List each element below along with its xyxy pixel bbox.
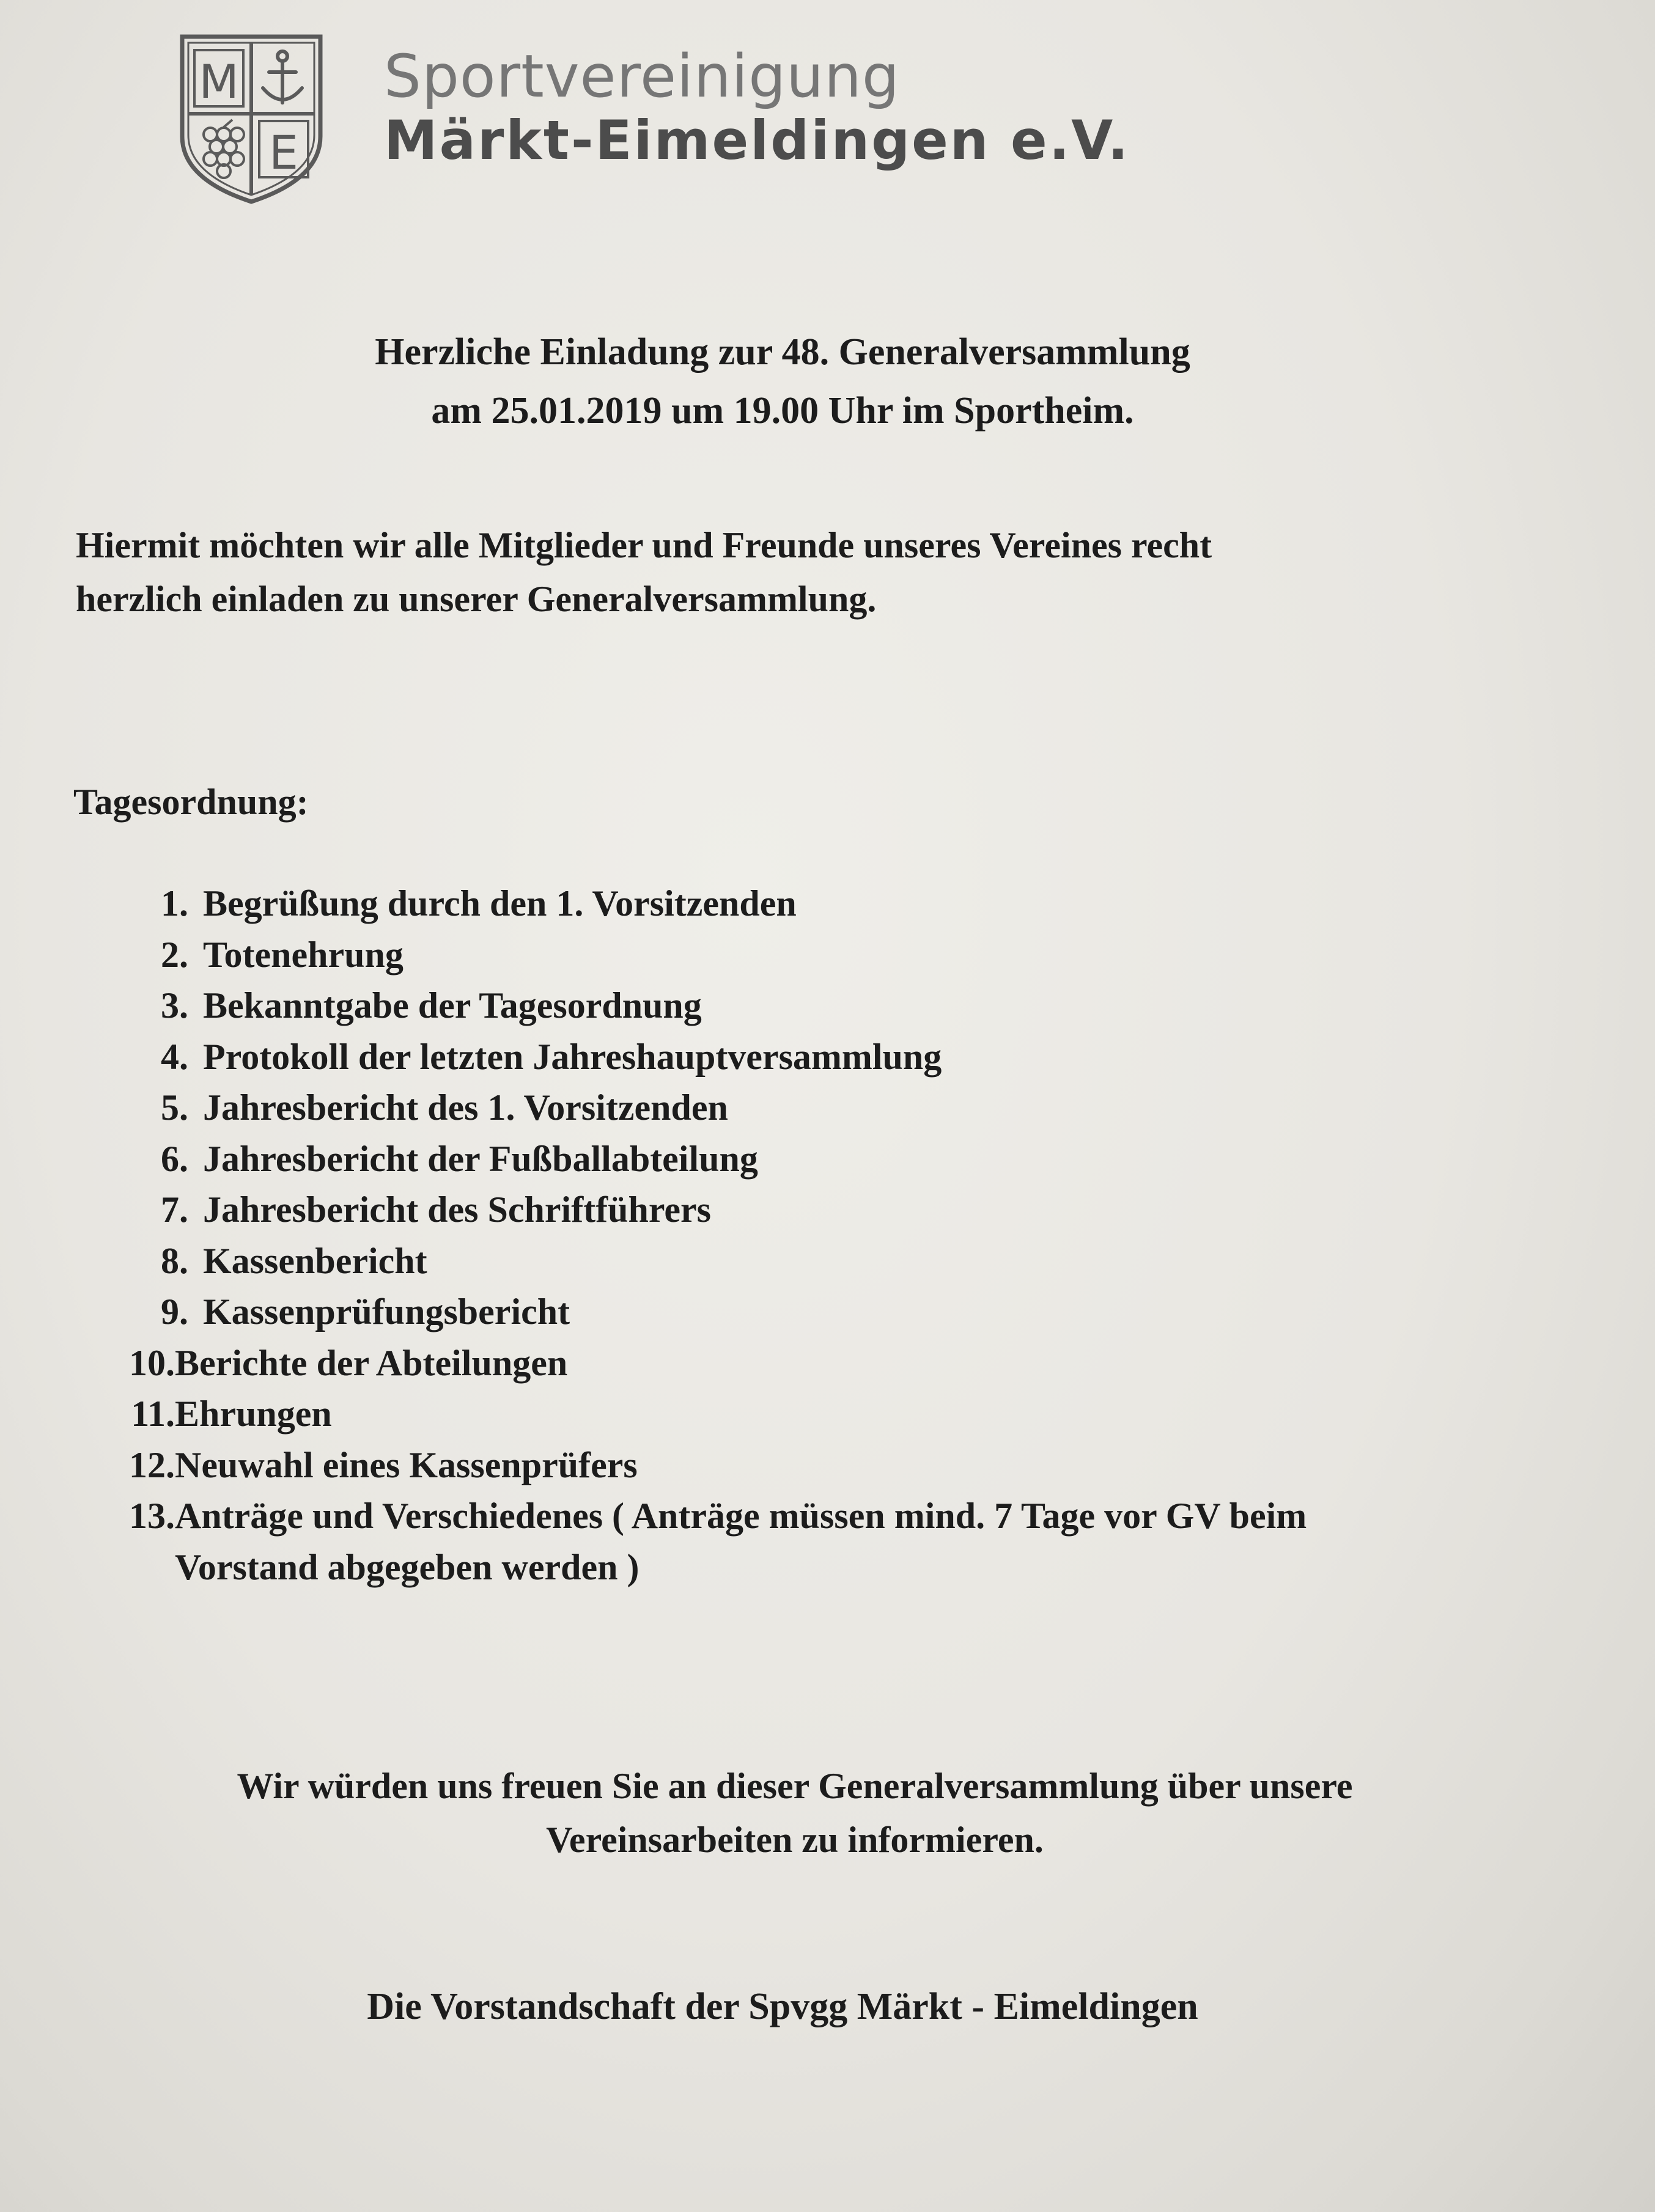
agenda-item: [122, 1440, 1590, 1491]
closing-paragraph: [0, 1759, 1590, 1867]
agenda-item-number: 11.: [131, 1394, 175, 1434]
invitation-title-line2: am 25.01.2019 um 19.00 Uhr im Sportheim.: [431, 390, 1134, 432]
agenda-item-text: Berichte der Abteilungen: [175, 1342, 568, 1383]
agenda-item-number: 5.: [161, 1087, 188, 1128]
agenda-item-continuation-text: Vorstand abgegeben werden ): [175, 1546, 640, 1587]
agenda-item-text: Neuwahl eines Kassenprüfers: [175, 1444, 638, 1485]
agenda-item-text: Ehrungen: [175, 1394, 332, 1434]
agenda-item: [122, 1134, 1590, 1185]
closing-line1: Wir würden uns freuen Sie an dieser Generalversammlung über unsere: [237, 1766, 1353, 1806]
agenda-item-number: 2.: [161, 934, 188, 975]
invitation-title-line1: Herzliche Einladung zur 48. Generalversammlung: [375, 331, 1190, 373]
agenda-item: [122, 1236, 1590, 1287]
agenda-item-number: 10.: [129, 1342, 175, 1383]
agenda-item-number: 1.: [161, 883, 188, 924]
intro-line2: herzlich einladen zu unserer Generalversammlung.: [76, 579, 877, 619]
agenda-item-text: Jahresbericht der Fußballabteilung: [203, 1138, 758, 1179]
agenda-item-text: Jahresbericht des Schriftführers: [203, 1189, 712, 1230]
agenda-item-number: 4.: [161, 1036, 188, 1077]
svg-text:E: E: [268, 125, 299, 180]
svg-text:M: M: [199, 54, 239, 109]
agenda-item: [122, 1032, 1590, 1083]
agenda-item-number: 3.: [161, 985, 188, 1026]
agenda-item-text: Bekanntgabe der Tagesordnung: [203, 985, 702, 1026]
agenda-item-text: Totenehrung: [203, 934, 404, 975]
club-crest-logo: [175, 29, 328, 207]
agenda-item-continuation: [122, 1542, 1590, 1593]
agenda-item-text: Kassenprüfungsbericht: [203, 1292, 570, 1332]
agenda-item: [122, 1185, 1590, 1236]
agenda-item: [122, 980, 1590, 1032]
agenda-item-text: Anträge und Verschiedenes ( Anträge müssen mind. 7 Tage vor GV beim: [175, 1496, 1307, 1536]
agenda-item-text: Protokoll der letzten Jahreshauptversammlung: [203, 1036, 942, 1077]
agenda-item: [122, 930, 1590, 981]
agenda-item: [122, 1491, 1590, 1542]
intro-line1: Hiermit möchten wir alle Mitglieder und Freunde unseres Vereines recht: [76, 525, 1212, 565]
club-name-line2: Märkt-Eimeldingen e.V.: [384, 109, 1130, 172]
agenda-item-text: Jahresbericht des 1. Vorsitzenden: [203, 1087, 728, 1128]
agenda-heading: Tagesordnung:: [73, 782, 309, 822]
agenda-item-number: 12.: [129, 1444, 175, 1485]
agenda-item-number: 7.: [161, 1189, 188, 1230]
club-name-line1: Sportvereinigung: [384, 42, 900, 111]
agenda-item: [122, 1389, 1590, 1440]
agenda-item: [122, 1287, 1590, 1338]
agenda-item-number: 9.: [161, 1292, 188, 1332]
invitation-title: [0, 323, 1565, 440]
club-name: [384, 43, 1130, 171]
agenda-item: [122, 878, 1590, 930]
agenda-item: [122, 1338, 1590, 1389]
agenda-item-number: 6.: [161, 1138, 188, 1179]
agenda-item-number: 8.: [161, 1240, 188, 1281]
agenda-item: [122, 1082, 1590, 1134]
agenda-item-number: 13.: [129, 1496, 175, 1536]
agenda-item-text: Begrüßung durch den 1. Vorsitzenden: [203, 883, 797, 924]
agenda-item-text: Kassenbericht: [203, 1240, 427, 1281]
intro-paragraph: [76, 518, 1543, 626]
signature: Die Vorstandschaft der Spvgg Märkt - Eimeldingen: [367, 1986, 1198, 2027]
agenda-list: [122, 878, 1590, 1593]
closing-line2: Vereinsarbeiten zu informieren.: [546, 1820, 1044, 1860]
